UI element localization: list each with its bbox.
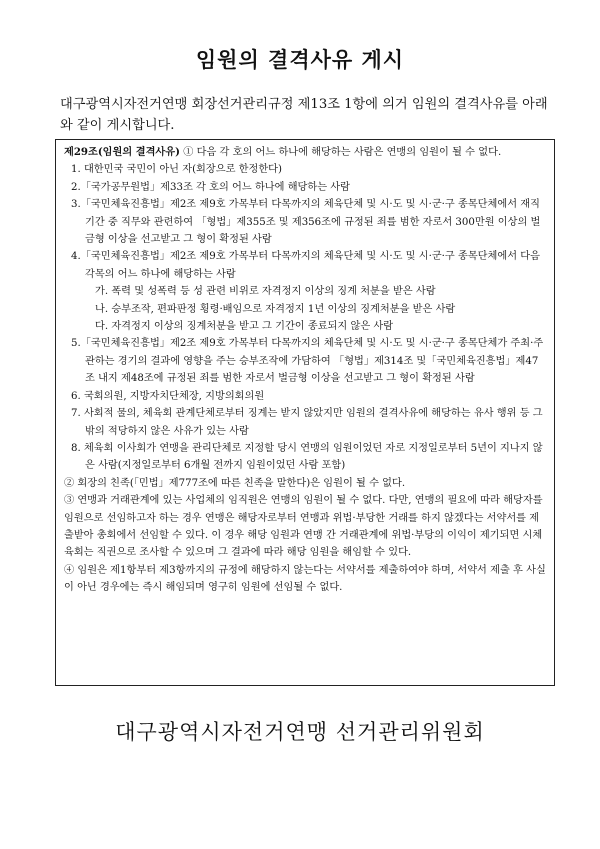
list-item: 5.「국민체육진흥법」제2조 제9호 가목부터 다목까지의 체육단체 및 시·도 및 시·군·구 종목단체가 주최·주관하는 경기의 결과에 영향을 주는 승부조작에 가담하여 「형법」제314조 및「국민체육진흥법」제47조 내지 제48조에 규정된 죄를 범한 자로서 벌금형 이상을 선고받고 그 형이 확정된 사람 xyxy=(71,338,544,385)
article-clause-1-text: ① 다음 각 호의 어느 하나에 해당하는 사람은 연맹의 임원이 될 수 없다. xyxy=(183,147,502,158)
sub-list-item: 가. 폭력 및 성폭력 등 성 관련 비위로 자격정지 이상의 징계 처분을 받은 사람 xyxy=(95,286,436,298)
article-box xyxy=(55,139,555,686)
article-clause-2: ② 회장의 친족(「민법」제777조에 따른 친족을 말한다)은 임원이 될 수 없다. xyxy=(64,477,406,489)
intro-text: 대구광역시자전거연맹 회장선거관리규정 제13조 1항에 의거 임원의 결격사유를 아래와 같이 게시합니다. xyxy=(60,97,548,133)
list-item: 2.「국가공무원법」제33조 각 호의 어느 하나에 해당하는 사람 xyxy=(71,181,350,193)
sub-list-item: 나. 승부조작, 편파판정 횡령·배임으로 자격정지 1년 이상의 징계처분을 받은 사람 xyxy=(95,303,456,315)
article-clause-1 xyxy=(64,144,547,161)
article-heading: 제29조(임원의 결격사유) xyxy=(64,146,180,158)
list-item: 1. 대한민국 국민이 아닌 자(회장으로 한정한다) xyxy=(71,164,282,176)
footer-signature: 대구광역시자전거연맹 선거관리위원회 xyxy=(115,720,485,744)
page-title: 임원의 결격사유 게시 xyxy=(195,48,405,72)
list-item: 8. 체육회 이사회가 연맹을 관리단체로 지정할 당시 연맹의 임원이었던 자로 지정일로부터 5년이 지나지 않은 사람(지정일로부터 6개월 전까지 임원이었던 사람 포함) xyxy=(71,442,543,472)
article-clause-4: ④ 임원은 제1항부터 제3항까지의 규정에 해당하지 않는다는 서약서를 제출하여야 하며, 서약서 제출 후 사실이 아닌 경우에는 즉시 해임되며 영구히 임원에 선임될 수 없다. xyxy=(64,564,546,594)
sub-list-item: 다. 자격정지 이상의 징계처분을 받고 그 기간이 종료되지 않은 사람 xyxy=(95,321,394,333)
list-item: 6. 국회의원, 지방자치단체장, 지방의회의원 xyxy=(71,390,265,402)
list-item: 3.「국민체육진흥법」제2조 제9호 가목부터 다목까지의 체육단체 및 시·도 및 시·군·구 종목단체에서 재직기간 중 직무와 관련하여 「형법」제355조 및 제356조에 규정된 죄를 범한 자로서 300만원 이상의 벌금형 이상을 선고받고 그 형이 확정된 사람 xyxy=(71,199,541,246)
article-clause-3: ③ 연맹과 거래관계에 있는 사업체의 임직원은 연맹의 임원이 될 수 없다. 다만, 연맹의 필요에 따라 해당자를 임원으로 선임하고자 하는 경우 연맹은 해당자로부터 연맹과 위법·부당한 거래를 하지 않겠다는 서약서를 제출받아 총회에서 선임할 수 있다. 이 경우 해당 임원과 연맹 간 거래관계에 위법·부당의 이익이 제기되면 시체육회는 직권으로 조사할 수 있으며 그 결과에 따라 해당 임원을 해임할 수 있다. xyxy=(64,495,543,559)
list-item: 7. 사회적 물의, 체육회 관계단체로부터 징계는 받지 않았지만 임원의 결격사유에 해당하는 유사 행위 등 그 밖의 적당하지 않은 사유가 있는 사람 xyxy=(71,408,543,437)
list-item: 4.「국민체육진흥법」제2조 제9호 가목부터 다목까지의 체육단체 및 시·도 및 시·군·구 종목단체에서 다음 각목의 어느 하나에 해당하는 사람 xyxy=(71,251,540,280)
